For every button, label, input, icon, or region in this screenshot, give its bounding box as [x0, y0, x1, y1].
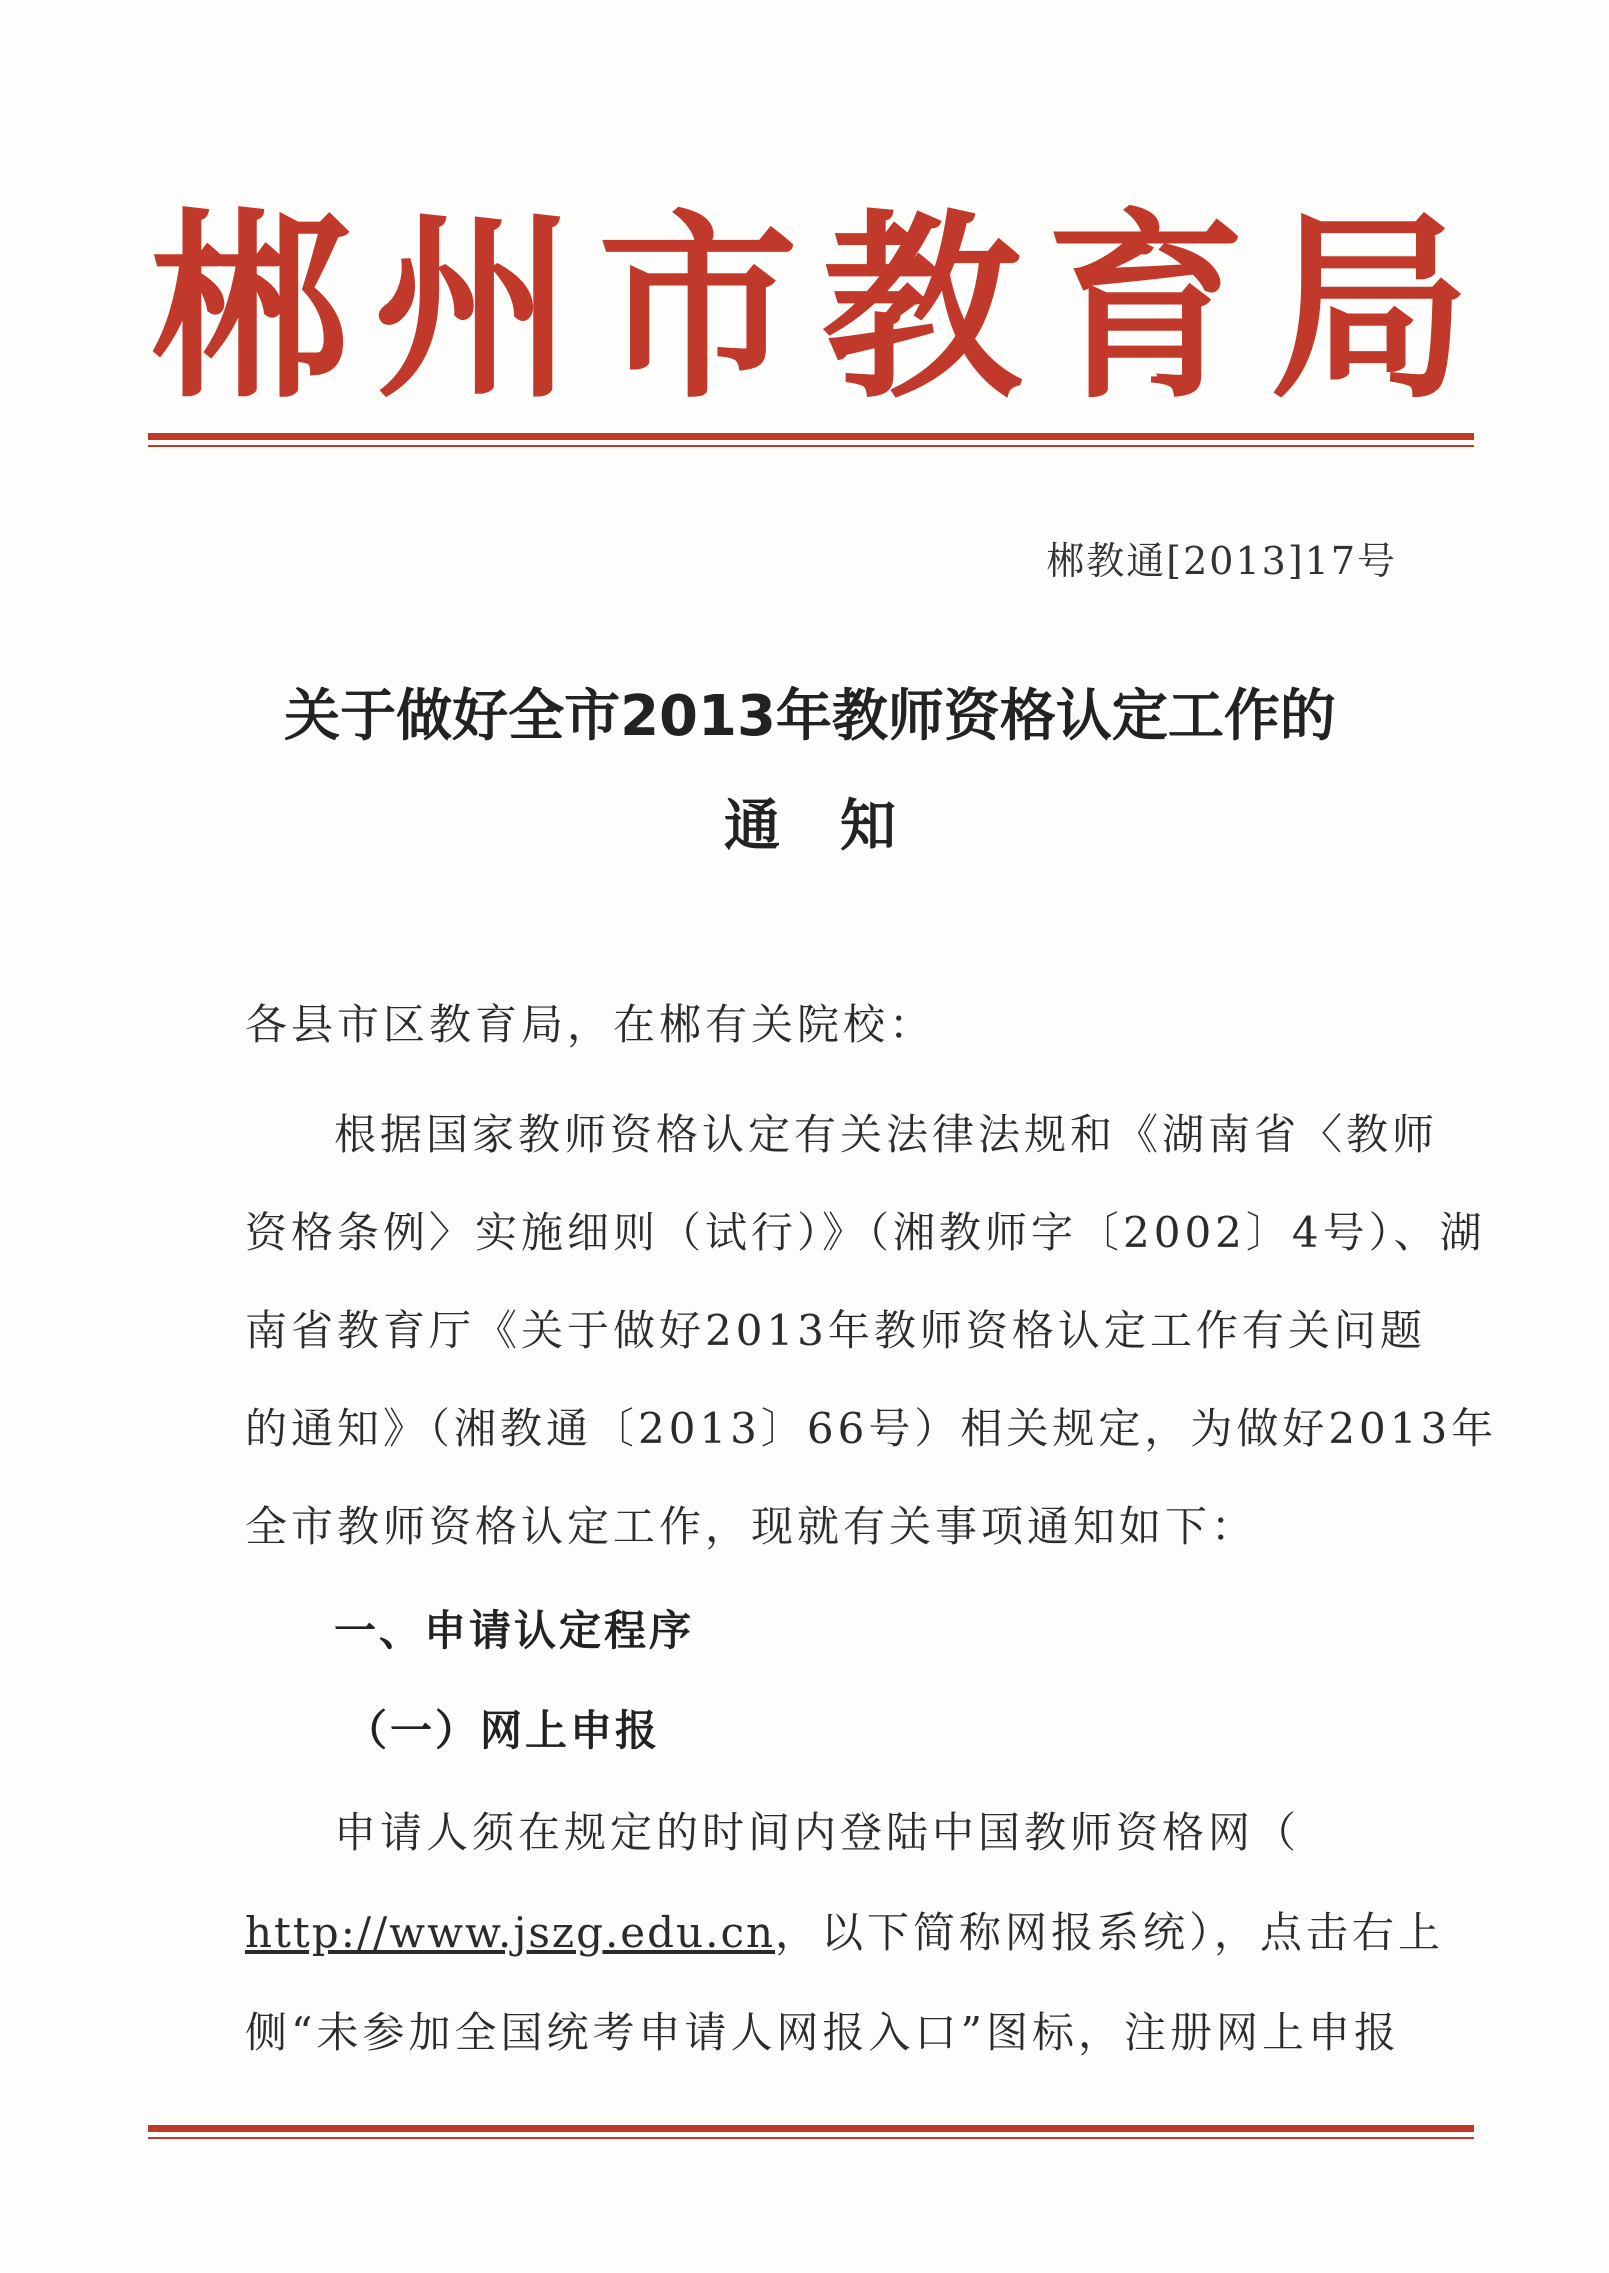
paragraph-line [245, 1900, 1445, 1960]
letterhead-char: 州 [373, 193, 574, 426]
section-heading: 一、申请认定程序 [334, 1606, 695, 1655]
paragraph-line-rest: ，以下简称网报系统），点击右上 [775, 1908, 1445, 1957]
paragraph-line: 申请人须在规定的时间内登陆中国教师资格网（ [334, 1808, 1301, 1857]
document-title-line2: 通知 [724, 794, 956, 859]
intro-line: 的通知》（湘教通〔2013〕66号）相关规定，为做好2013年 [245, 1404, 1498, 1453]
letterhead-char: 教 [821, 193, 1022, 426]
letterhead-char: 育 [1045, 193, 1246, 426]
document-number: 郴教通[2013]17号 [1046, 539, 1397, 583]
subsection-heading: （一）网上申报 [345, 1706, 661, 1755]
letterhead-title [150, 195, 1470, 425]
letterhead-char: 市 [597, 193, 798, 426]
letterhead-char: 局 [1269, 193, 1470, 426]
intro-line: 资格条例〉实施细则（试行）》（湘教师字〔2002〕4号）、湖 [245, 1208, 1486, 1257]
intro-line: 南省教育厅《关于做好2013年教师资格认定工作有关问题 [245, 1306, 1426, 1355]
header-rule-thin [148, 445, 1474, 447]
header-rule-thick [148, 433, 1474, 440]
paragraph-line: 侧“未参加全国统考申请人网报入口”图标，注册网上申报 [245, 2008, 1400, 2057]
letterhead-char: 郴 [150, 193, 351, 426]
document-title-line1: 关于做好全市2013年教师资格认定工作的 [284, 684, 1336, 749]
footer-rule-thin [148, 2137, 1474, 2139]
intro-line: 根据国家教师资格认定有关法律法规和《湖南省〈教师 [334, 1110, 1439, 1159]
salutation: 各县市区教育局，在郴有关院校： [245, 1000, 936, 1049]
footer-rule-thick [148, 2125, 1474, 2132]
website-link[interactable]: http://www.jszg.edu.cn [245, 1908, 776, 1957]
intro-line: 全市教师资格认定工作，现就有关事项通知如下： [245, 1502, 1258, 1551]
